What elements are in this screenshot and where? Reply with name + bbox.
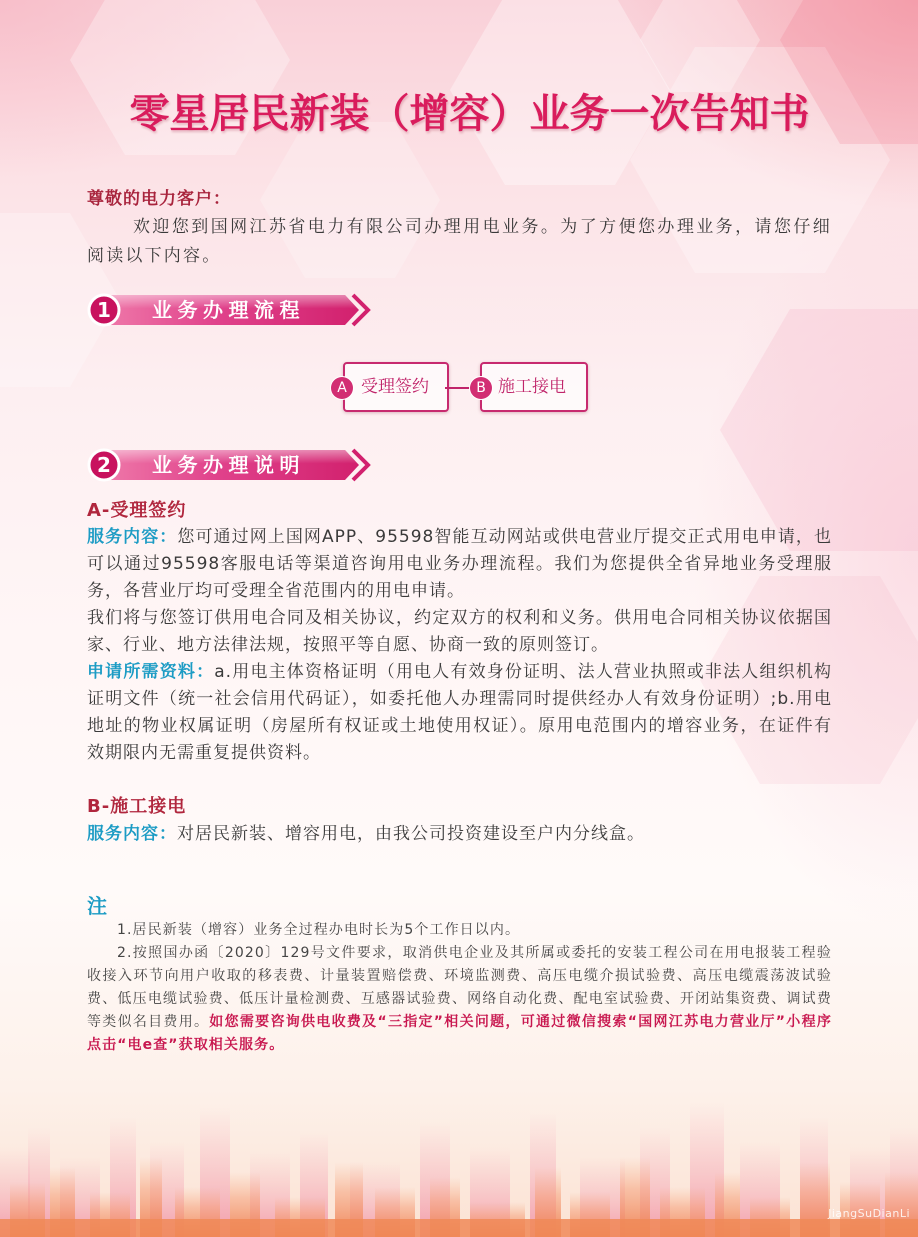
service-content-paragraph xyxy=(87,524,832,605)
note-item xyxy=(87,942,832,1057)
flow-step-a-label: 受理签约 xyxy=(361,377,429,397)
flow-step-b-label: 施工接电 xyxy=(498,377,566,397)
notes-heading: 注 xyxy=(87,894,107,918)
greeting: 尊敬的电力客户： xyxy=(87,189,231,209)
service-content-label: 服务内容： xyxy=(87,527,178,547)
service-content-paragraph xyxy=(87,821,832,848)
materials-label: 申请所需资料： xyxy=(87,662,215,682)
section-banner-explanation xyxy=(87,447,373,483)
notes-list xyxy=(87,919,832,1057)
section-title: 业务办理流程 xyxy=(152,298,305,322)
service-content-text: 对居民新装、增容用电，由我公司投资建设至户内分线盒。 xyxy=(177,824,645,844)
step-b-body xyxy=(87,821,832,848)
service-content-text: 您可通过网上国网APP、95598智能互动网站或供电营业厅提交正式用电申请，也可以通过95598客服电话等渠道咨询用电业务办理流程。我们为您提供全省异地业务受理服务，各营业厅均可受理全省范围内的用电申请。 xyxy=(87,527,833,601)
intro-paragraph: 欢迎您到国网江苏省电力有限公司办理用电业务。为了方便您办理业务，请您仔细阅读以下内容。 xyxy=(87,217,832,266)
contract-paragraph: 我们将与您签订供用电合同及相关协议，约定双方的权利和义务。供用电合同相关协议依据国家、行业、地方法律法规，按照平等自愿、协商一致的原则签订。 xyxy=(87,608,832,655)
note-item-text: 2.按照国办函〔2020〕129号文件要求，取消供电企业及其所属或委托的安装工程公司在用电报装工程验收接入环节向用户收取的移表费、计量装置赔偿费、环境监测费、高压电缆介损试验费、高压电缆震荡波试验费、低压电缆试验费、低压计量检测费、互感器试验费、网络自动化费、配电室试验费、开闭站集资费、调试费等类似名目费用。 xyxy=(87,945,832,1030)
note-item: 1.居民新装（增容）业务全过程办电时长为5个工作日以内。 xyxy=(117,922,521,938)
step-b-heading: B-施工接电 xyxy=(87,796,187,817)
city-skyline xyxy=(0,1087,918,1237)
note-item-highlight: 如您需要咨询供电收费及“三指定”相关问题，可通过微信搜索“国网江苏电力营业厅”小程序点击“电e查”获取相关服务。 xyxy=(87,1014,832,1053)
section-banner-process xyxy=(87,292,373,328)
flow-step-b-badge: B xyxy=(470,377,492,399)
watermark: JiangSuDianLi xyxy=(828,1207,910,1220)
service-content-label: 服务内容： xyxy=(87,824,177,844)
section-number: 2 xyxy=(97,453,111,477)
step-a-body xyxy=(87,524,832,767)
section-title: 业务办理说明 xyxy=(152,453,305,477)
step-a-heading: A-受理签约 xyxy=(87,500,187,521)
flow-step-a-box xyxy=(343,362,449,412)
document-title: 零星居民新装（增容）业务一次告知书 xyxy=(129,91,810,137)
materials-paragraph xyxy=(87,659,832,767)
flow-step-b-box xyxy=(480,362,588,412)
materials-text: a.用电主体资格证明（用电人有效身份证明、法人营业执照或非法人组织机构证明文件（统一社会信用代码证），如委托他人办理需同时提供经办人有效身份证明）;b.用电地址的物业权属证明（房屋所有权证或土地使用权证）。原用电范围内的增容业务，在证件有效期限内无需重复提供资料。 xyxy=(87,662,833,763)
flow-step-a-badge: A xyxy=(331,377,353,399)
section-number: 1 xyxy=(97,298,111,322)
